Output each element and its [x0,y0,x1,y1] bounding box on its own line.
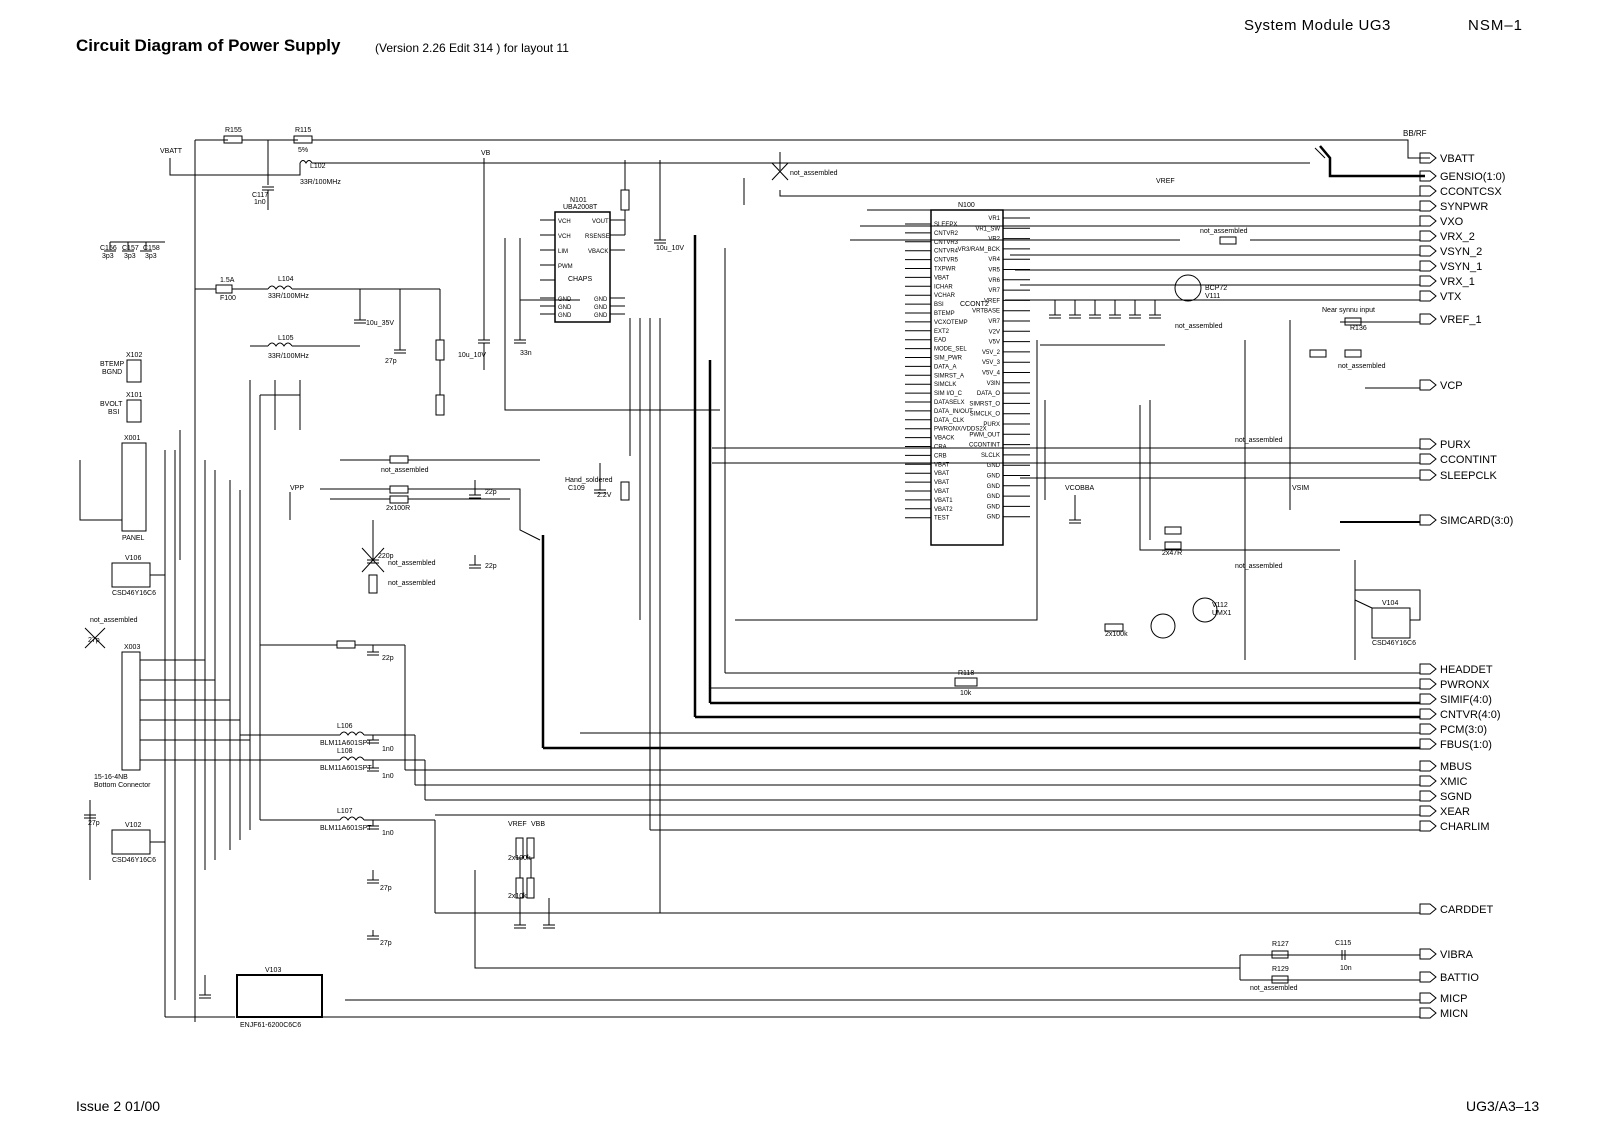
svg-text:LIM: LIM [558,249,569,255]
c104-value: 33n [520,350,532,357]
n100-pin-label: TEST [934,515,950,522]
ccont-label: CCONT2 [960,301,989,308]
svg-text:GND: GND [594,305,608,311]
signal-label: VCP [1440,380,1463,392]
n100-pin-label: V5V [988,339,1000,346]
signal-label: VRX_1 [1440,276,1475,288]
n100-pin-label: VBAT [934,275,950,282]
bsi-label: BSI [108,409,120,416]
n100-pin-label: GND [986,504,1000,511]
c114-value: 27p [385,358,397,365]
c119-value: 1n0 [382,830,394,837]
v102-label: V102 [125,822,142,829]
n100-pins-right [958,216,1030,521]
c142-value: 10u_10V [656,245,685,252]
x102-label: X102 [126,352,143,359]
r109-value: 2x100R [386,505,411,512]
vb-label: VB [481,150,491,157]
c151-area-note: not_assembled [790,170,838,177]
signal-port-synpwr [1420,201,1436,211]
signal-port-headdet [1420,664,1436,674]
n100-pin-label: DATASELX [934,400,965,406]
svg-text:VOUT: VOUT [592,219,609,225]
signal-port-simif-4-0 [1420,694,1436,704]
c114-note: not_assembled [90,617,138,624]
c157-value: 3p3 [124,253,136,260]
signal-label: MBUS [1440,761,1472,773]
v103-label: V103 [265,967,282,974]
n100-pins-left [905,222,987,522]
n100-pin-label: ICHAR [934,284,953,291]
signal-port-ccontcsx [1420,186,1436,196]
v103-part: ENJF61-6200C6C6 [240,1022,302,1029]
n100-pin-label: MODE_SEL [934,346,967,353]
n100-pin-label: BTEMP [934,311,955,317]
signal-port-vcp [1420,380,1436,390]
l102-value: 33R/100MHz [300,179,341,186]
n100-pin-label: VR7 [988,319,1000,325]
hand-soldered-note: Hand_soldered [565,477,613,484]
n100-pin-label: VBAT2 [934,506,953,513]
n100-pin-label: CRB [934,453,947,460]
c117-value: 1n0 [254,199,266,206]
n100-pin-label: DATA_A [934,364,957,371]
n100-pin-label: GND [986,494,1000,501]
x003-label: X003 [124,644,141,651]
n100-pin-label: DATA_IN/OUT [934,408,973,415]
l104-value: 33R/100MHz [268,293,309,300]
n100-pin-label: SLCLK [980,452,1000,459]
signal-port-battio [1420,972,1436,982]
bus-header-label: BB/RF [1403,129,1427,138]
c111-note: not_assembled [388,560,436,567]
n100-pin-label: CNTVR2 [934,230,959,237]
n100-pin-label: GND [986,483,1000,490]
signal-port-vsyn-1 [1420,261,1436,271]
signal-label: SLEEPCLK [1440,470,1497,482]
n100-pin-label: EAD [934,337,947,344]
r115-label: R115 [295,127,312,134]
svg-text:GND: GND [594,313,608,319]
n100-pin-label: GND [986,514,1000,521]
n100-pin-label: SIMRST_A [934,373,965,380]
signal-label: HEADDET [1440,664,1493,676]
l107-label: L107 [337,808,353,815]
near-synthesizer-note: Near synnu input [1322,307,1375,314]
svg-text:PWM: PWM [558,264,573,270]
signal-label: VREF_1 [1440,314,1482,326]
n100-pin-label: SIMCLK_O [969,411,1000,418]
n100-pin-label: TXPWR [934,266,956,273]
c122-value: 1n0 [382,773,394,780]
svg-text:GND: GND [558,313,572,319]
c156-value: 3p3 [102,253,114,260]
n100-pin-label: SIM_PWR [934,355,963,362]
l107-part: BLM11A601SPT [320,825,372,832]
c109-label: C109 [568,485,585,492]
btemp-label: BTEMP [100,361,125,368]
l105-value: 33R/100MHz [268,353,309,360]
chaps-label: CHAPS [568,276,593,283]
r-sim-array-value: 2x47R [1162,550,1183,557]
v106-label: V106 [125,555,142,562]
main-wiring [165,140,1430,1022]
signal-label: SIMCARD(3:0) [1440,515,1514,527]
signal-label: VRX_2 [1440,231,1475,243]
vbatt-left-label: VBATT [160,148,183,155]
n100-pin-label: DATA_O [976,391,1000,398]
svg-text:GND: GND [594,297,608,303]
r155-label: R155 [225,127,242,134]
signal-port-xmic [1420,776,1436,786]
passives-middle-left [85,456,540,662]
n100-pin-label: CRA [934,444,947,451]
c100-value: 10u_35V [366,320,395,327]
n100-pin-label: PWRONX/VDDS2X [934,426,987,433]
vref-supply-label: VREF [1156,178,1175,185]
c103-value: 27p [380,885,392,892]
l104-label: L104 [278,276,294,283]
vbb-net-label: VBB [531,821,546,828]
right-signal-ports [1420,153,1513,1020]
signal-label: SYNPWR [1440,201,1489,213]
vref-net-label: VREF [508,821,527,828]
n100-pin-label: CNTVR4 [934,248,959,255]
signal-label: VBATT [1440,153,1475,165]
signal-port-carddet [1420,904,1436,914]
l102-label: L102 [310,163,326,170]
signal-label: CARDDET [1440,904,1494,916]
n100-pin-label: VR4 [988,257,1000,264]
n100-pin-label: VREF [983,298,1000,305]
signal-label: GENSIO(1:0) [1440,171,1506,183]
signal-port-pcm-3-0 [1420,724,1436,734]
l105-label: L105 [278,335,294,342]
n100-pin-label: EXT2 [934,328,950,335]
signal-port-simcard-3-0 [1420,515,1436,525]
n100-pin-label: PURX [983,422,1000,428]
header-document-code: NSM–1 [1468,17,1524,34]
signal-label: CHARLIM [1440,821,1490,833]
signal-label: PURX [1440,439,1471,451]
vsim-supply-label: VSIM [1292,485,1310,492]
c114-label-value: 27p [88,637,100,644]
signal-port-micp [1420,993,1436,1003]
v106-part: CSD46Y16C6 [112,590,156,597]
n100-pin-label: V3IN [986,380,1000,387]
c116-value: 22p [485,563,497,570]
c111-value: 220p [378,553,394,560]
n100-pin-label: VBAT [934,462,950,469]
n100-pin-label: VBAT [934,471,950,478]
x001-label: X001 [124,435,141,442]
c146-value: 27p [88,820,100,827]
r129-note: not_assembled [1250,985,1298,992]
c157-label: C157 [122,245,139,252]
signal-port-purx [1420,439,1436,449]
n100-pin-label: VR3/RAM_BCK [957,246,1000,253]
c117-label: C117 [252,192,269,199]
n100-pin-label: VBAT [934,480,950,487]
r-array-top-value: 2x100k [508,855,531,862]
c109-value: 2.2V [597,492,612,499]
c105-value: 10u_10V [458,352,487,359]
svg-text:VBACK: VBACK [588,249,609,255]
n100-pin-label: V5V_3 [981,360,1000,367]
svg-text:GND: GND [558,305,572,311]
r142-note: not_assembled [1200,228,1248,235]
n100-pin-label: DATA_CLK [934,417,965,424]
signal-label: VIBRA [1440,949,1474,961]
r160-value: 2x100k [1105,631,1128,638]
signal-label: CNTVR(4:0) [1440,709,1501,721]
signal-label: VSYN_2 [1440,246,1483,258]
l108-part: BLM11A601SPT [320,765,372,772]
n100-pin-label: VBAT [934,489,950,495]
passives-top-left [100,127,444,430]
n100-pin-label: SIMRST_O [969,401,1000,408]
c135-note: not_assembled [1235,563,1283,570]
v104-label: V104 [1382,600,1399,607]
signal-label: SIMIF(4:0) [1440,694,1492,706]
signal-port-vrx-2 [1420,231,1436,241]
signal-label: PWRONX [1440,679,1490,691]
signal-label: VXO [1440,216,1464,228]
n100-pin-label: SIM I/O_C [934,391,963,398]
c156-label: C156 [100,245,117,252]
bottom-connector-label: Bottom Connector [94,782,151,789]
n100-pin-label: VR2 [988,236,1000,243]
ic-n101-chaps [540,197,625,322]
c110-value: 22p [485,489,497,496]
r115-tolerance: 5% [298,147,309,154]
c112-value: 22p [382,655,394,662]
signal-port-cntvr-4-0 [1420,709,1436,719]
signal-label: PCM(3:0) [1440,724,1488,736]
n100-pin-label: VBACK [934,435,955,442]
passives-lower-middle [508,821,555,928]
signal-port-micn [1420,1008,1436,1018]
footer-page-number: UG3/A3–13 [1466,1098,1540,1114]
signal-label: CCONTINT [1440,454,1497,466]
n100-pin-label: V5V_2 [981,349,1000,356]
c118-value: 1n0 [382,746,394,753]
c115-label: C115 [1335,940,1352,947]
n100-pin-label: VR5 [988,267,1000,274]
n100-pin-label: PWM_OUT [969,432,1000,439]
r152-note: not_assembled [1338,363,1386,370]
conn-code: 15-16-4NB [94,774,128,781]
signal-label: MICP [1440,993,1468,1005]
c158-label: C158 [143,245,160,252]
signal-label: VTX [1440,291,1462,303]
r129-label: R129 [1272,966,1289,973]
n100-pin-label: VRTBASE [972,308,1000,315]
signal-port-ccontint [1420,454,1436,464]
signal-port-fbus-1-0 [1420,739,1436,749]
footer-issue: Issue 2 01/00 [76,1098,161,1114]
v104-part: CSD46Y16C6 [1372,640,1416,647]
l106-label: L106 [337,723,353,730]
signal-port-sgnd [1420,791,1436,801]
r157-note: not_assembled [381,467,429,474]
r127-label: R127 [1272,941,1289,948]
signal-label: BATTIO [1440,972,1479,984]
signal-port-xear [1420,806,1436,816]
signal-port-vref-1 [1420,314,1436,324]
n100-pin-label: CNTVR3 [934,239,959,246]
r118-label: R118 [958,670,975,677]
signal-port-pwronx [1420,679,1436,689]
f100-value: 1.5A [220,277,235,284]
signal-port-mbus [1420,761,1436,771]
n100-pin-label: CCONTINT [969,442,1000,449]
c150-note: not_assembled [1175,323,1223,330]
l108-label: L108 [337,748,353,755]
signal-label: VSYN_1 [1440,261,1483,273]
vcobba-supply-label: VCOBBA [1065,485,1095,492]
c151-value: 27p [380,940,392,947]
svg-text:GND: GND [558,297,572,303]
signal-label: SGND [1440,791,1472,803]
v111-label: V111 [1205,293,1221,300]
n100-pin-label: V2V [988,329,1000,336]
n101-label: N101 [570,197,587,204]
vpp-net-label: VPP [290,485,305,492]
n100-pin-label: V5V_4 [981,370,1000,377]
l106-part: BLM11A601SPT [320,740,372,747]
v111-part: BCP72 [1205,285,1228,292]
n101-part: UBA2008T [563,204,598,211]
v102-part: CSD46Y16C6 [112,857,156,864]
signal-label: XMIC [1440,776,1468,788]
signal-port-vibra [1420,949,1436,959]
r136-label: R136 [1350,325,1367,332]
r118-value: 10k [960,690,972,697]
signal-label: FBUS(1:0) [1440,739,1492,751]
header-module: System Module UG3 [1244,17,1391,34]
page-title: Circuit Diagram of Power Supply [76,36,341,55]
signal-port-sleepclk [1420,470,1436,480]
connectors-left [80,352,260,880]
f100-label: F100 [220,295,236,302]
bgnd-label: BGND [102,369,123,376]
signal-label: XEAR [1440,806,1470,818]
signal-port-vtx [1420,291,1436,301]
signal-port-charlim [1420,821,1436,831]
c141-note: not_assembled [1235,437,1283,444]
n100-pin-label: VR1_SW [975,226,1000,233]
v112-part: UMX1 [1212,610,1232,617]
n100-pin-label: VBAT1 [934,497,953,504]
n100-label: N100 [958,202,975,209]
svg-text:VCH: VCH [558,234,571,240]
panel-label: PANEL [122,535,145,542]
v112-label: V112 [1212,602,1228,609]
c158-value: 3p3 [145,253,157,260]
signal-label: CCONTCSX [1440,186,1502,198]
n100-pin-label: SIMCLK [934,382,957,389]
n100-pin-label: VR6 [988,277,1000,284]
n100-pin-label: GND [986,463,1000,470]
svg-text:VCH: VCH [558,219,571,225]
n100-pin-label: CNTVR5 [934,257,959,264]
n100-pin-label: VR7 [988,288,1000,295]
n100-pin-label: VCHAR [934,293,956,300]
svg-text:RSENSE: RSENSE [585,234,610,240]
n100-pin-label: SLEEPX [934,222,958,228]
signal-port-vsyn-2 [1420,246,1436,256]
r-array-bottom-value: 2x10k [508,893,527,900]
bvolt-label: BVOLT [100,401,123,408]
c115-value: 10n [1340,965,1352,972]
signal-port-vrx-1 [1420,276,1436,286]
signal-label: MICN [1440,1008,1469,1020]
ic-n100-ccont2 [905,202,1030,545]
n100-pin-label: VCXOTEMP [934,319,968,326]
r112-note: not_assembled [388,580,436,587]
n100-pin-label: VR1 [988,216,1000,222]
x101-label: X101 [126,392,143,399]
signal-port-vxo [1420,216,1436,226]
n100-pin-label: GND [986,473,1000,480]
n100-pin-label: BSI [934,302,944,309]
page-subtitle: (Version 2.26 Edit 314 ) for layout 11 [375,41,569,55]
